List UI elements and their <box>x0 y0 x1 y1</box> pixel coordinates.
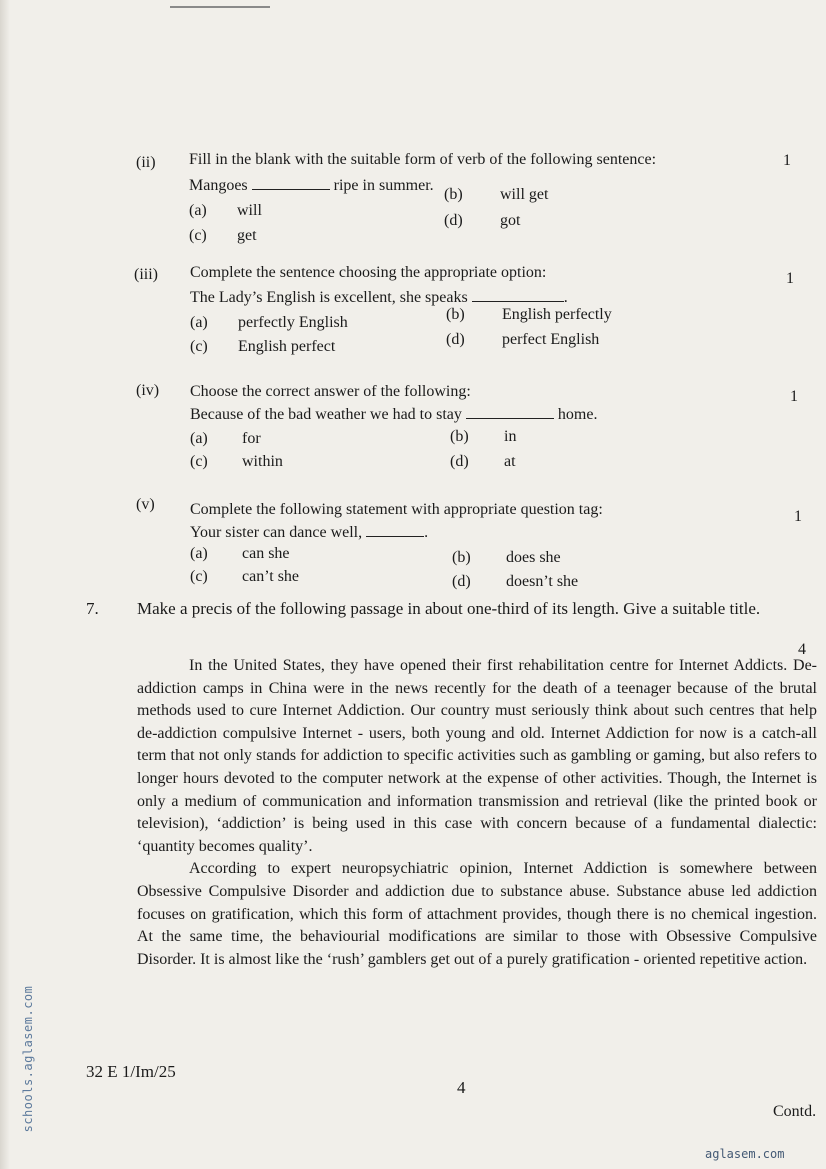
option-a: (a) perfectly English <box>190 314 348 331</box>
option-c: (c) within <box>190 453 283 470</box>
continued-label: Contd. <box>773 1103 817 1120</box>
bottom-watermark: aglasem.com <box>705 1147 785 1161</box>
answer-blank <box>472 287 564 302</box>
question-stem <box>190 521 428 545</box>
option-b: (b) does she <box>452 549 561 566</box>
stem-before: Your sister can dance well, <box>190 524 363 541</box>
question-prompt: Choose the correct answer of the following: <box>190 383 471 400</box>
passage <box>137 655 817 971</box>
stem-after: home. <box>557 406 598 423</box>
question-prompt: Fill in the blank with the suitable form of verb of the following sentence: <box>189 151 657 168</box>
question-number: (ii) <box>136 154 156 171</box>
option-c: (c) English perfect <box>190 338 336 355</box>
question-number: 7. <box>86 599 99 618</box>
option-b: (b) in <box>450 428 517 445</box>
question-number: (v) <box>136 496 155 513</box>
question-prompt: Make a precis of the following passage in about one-third of its length. Give a suitable title. <box>137 599 761 618</box>
option-d: (d) doesn’t she <box>452 573 579 590</box>
option-d: (d) at <box>450 453 516 470</box>
option-a: (a) for <box>190 430 261 447</box>
option-a: (a) can she <box>190 545 290 562</box>
question-number: (iv) <box>136 382 160 399</box>
stem-after: . <box>424 524 429 541</box>
side-watermark: schools.aglasem.com <box>21 985 35 1133</box>
marks: 1 <box>783 152 791 169</box>
stem-before: Because of the bad weather we had to stay <box>190 406 462 423</box>
stem-after: ripe in summer. <box>333 177 434 194</box>
page-edge-shadow <box>0 0 10 1169</box>
stem-before: Mangoes <box>189 177 248 194</box>
page-number: 4 <box>457 1078 466 1097</box>
marks: 1 <box>794 508 802 525</box>
question-prompt: Complete the sentence choosing the appropriate option: <box>190 264 547 281</box>
stem-after: . <box>563 289 568 306</box>
option-c: (c) get <box>189 227 257 244</box>
paper-code: 32 E 1/Im/25 <box>86 1062 176 1081</box>
answer-blank <box>252 175 330 190</box>
option-b: (b) English perfectly <box>446 306 612 323</box>
marks: 1 <box>790 388 798 405</box>
top-rule <box>170 6 270 8</box>
option-d: (d) got <box>444 212 521 229</box>
stem-before: The Lady’s English is excellent, she speaks <box>190 289 468 306</box>
question-stem <box>190 403 597 427</box>
option-c: (c) can’t she <box>190 568 300 585</box>
question-prompt: Complete the following statement with appropriate question tag: <box>190 501 603 518</box>
question-stem <box>189 174 434 198</box>
option-a: (a) will <box>189 202 262 219</box>
question-number: (iii) <box>134 266 158 283</box>
passage-paragraph: According to expert neuropsychiatric opinion, Internet Addiction is somewhere between Obsessive Compulsive Disorder and addiction due to substance abuse. Substance abuse led addiction focuses on gratification, which this form of attachment provides, though there is no chemical ingestion. At the same time, the behaviourial modifications are similar to those with Obsessive Compulsive Disorder. It is almost like the ‘rush’ gamblers get out of a purely gratification - oriented repetitive action. <box>137 860 817 968</box>
option-d: (d) perfect English <box>446 331 600 348</box>
option-b: (b) will get <box>444 186 549 203</box>
passage-paragraph: In the United States, they have opened their first rehabilitation centre for Internet Addicts. De-addiction camps in China were in the news recently for the death of a teenager because of the brutal methods used to cure Internet Addiction. Our country must seriously think about such centres that help de-addiction compulsive Internet - users, both young and old. Internet Addiction for now is a catch-all term that not only stands for addiction to specific activities such as gambling or gaming, but also refers to longer hours devoted to the computer network at the expense of other activities. Though, the Internet is only a medium of communication and information transmission and retrieval (like the printed book or television), ‘addiction’ is being used in this case with concern because of a fundamental dialectic: ‘quantity becomes quality’. <box>137 657 817 855</box>
answer-blank <box>466 404 554 419</box>
answer-blank <box>366 522 424 537</box>
marks: 4 <box>798 641 806 658</box>
marks: 1 <box>786 270 794 287</box>
